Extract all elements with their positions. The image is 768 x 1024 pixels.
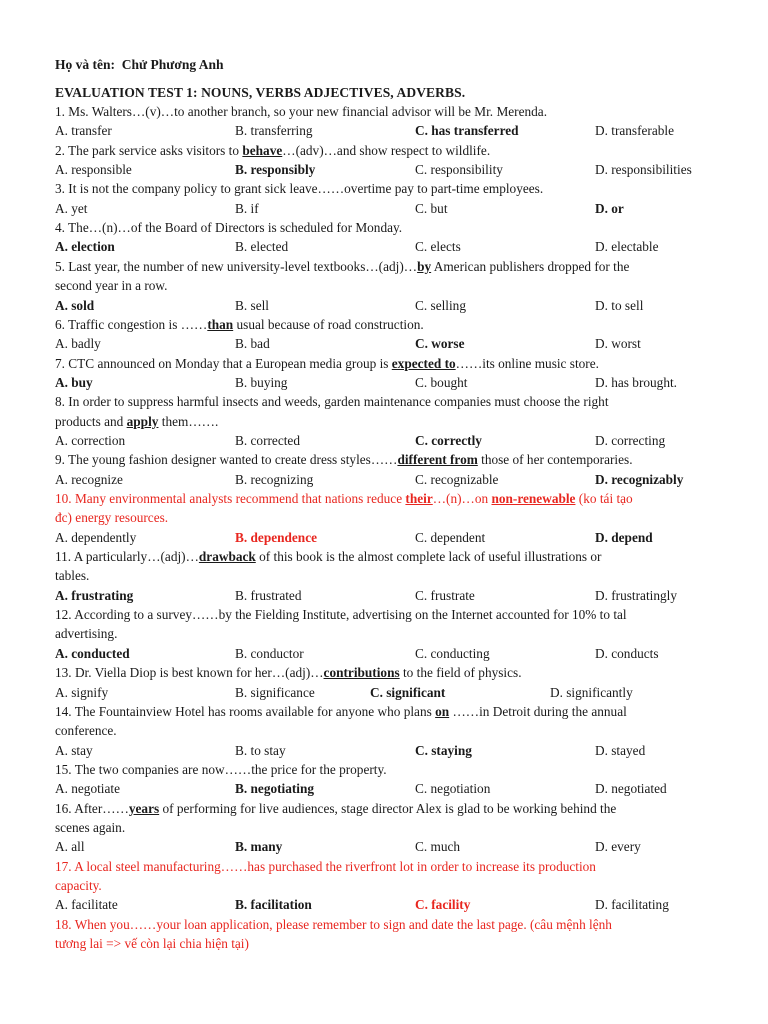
question-text-part: ……its online music store. bbox=[455, 355, 599, 371]
question-text-part: to the field of physics. bbox=[399, 665, 522, 681]
option-c: C. elects bbox=[415, 239, 461, 255]
option-d: D. depend bbox=[595, 529, 653, 545]
question-8-text bbox=[55, 392, 712, 411]
option-a: A. yet bbox=[55, 200, 88, 216]
question-14-text bbox=[55, 721, 712, 740]
question-6-text bbox=[55, 315, 712, 334]
keyword: different from bbox=[397, 452, 478, 468]
question-text-part: 13. Dr. Viella Diop is best known for her…(adj)… bbox=[55, 665, 324, 681]
question-13-text bbox=[55, 663, 712, 682]
question-text-part: 8. In order to suppress harmful insects and weeds, garden maintenance companies must choose the right bbox=[55, 394, 609, 410]
question-4-options bbox=[55, 237, 748, 256]
option-b: B. sell bbox=[235, 297, 269, 313]
question-text-part: advertising. bbox=[55, 626, 118, 642]
option-a: A. recognize bbox=[55, 471, 123, 487]
option-a: A. responsible bbox=[55, 162, 132, 178]
option-b: B. corrected bbox=[235, 432, 300, 448]
option-d: D. correcting bbox=[595, 432, 666, 448]
question-text-part: 12. According to a survey……by the Fielding Institute, advertising on the Internet accounted for 10% to tal bbox=[55, 607, 627, 623]
option-c: C. dependent bbox=[415, 529, 486, 545]
option-a: A. correction bbox=[55, 432, 126, 448]
option-b: B. to stay bbox=[235, 742, 286, 758]
option-b: B. elected bbox=[235, 239, 289, 255]
option-d: D. negotiated bbox=[595, 781, 667, 797]
question-2-text bbox=[55, 141, 712, 160]
question-text-part: of performing for live audiences, stage director Alex is glad to be working behind the bbox=[159, 800, 617, 816]
question-17-text bbox=[55, 876, 712, 895]
option-d: D. transferable bbox=[595, 123, 675, 139]
option-a: A. facilitate bbox=[55, 897, 118, 913]
question-14-options bbox=[55, 741, 748, 760]
option-b: B. bad bbox=[235, 336, 270, 352]
question-text-part: 2. The park service asks visitors to bbox=[55, 142, 243, 158]
question-text-part: 7. CTC announced on Monday that a European media group is bbox=[55, 355, 392, 371]
question-16-options bbox=[55, 837, 748, 856]
question-11-text bbox=[55, 547, 712, 566]
option-c: C. significant bbox=[370, 684, 446, 700]
keyword: expected to bbox=[391, 355, 456, 371]
option-b: B. facilitation bbox=[235, 897, 312, 913]
keyword: non-renewable bbox=[491, 491, 576, 506]
option-b: B. transferring bbox=[235, 123, 313, 139]
question-text-part: 15. The two companies are now……the price for the property. bbox=[55, 761, 387, 777]
question-text-part: 17. A local steel manufacturing……has purchased the riverfront lot in order to increase its production bbox=[55, 858, 596, 874]
option-c: C. selling bbox=[415, 297, 466, 313]
question-4-text bbox=[55, 218, 712, 237]
option-a: A. all bbox=[55, 839, 85, 855]
question-5-text bbox=[55, 257, 712, 276]
question-text-part: tables. bbox=[55, 568, 90, 584]
option-b: B. conductor bbox=[235, 645, 304, 661]
question-9-options bbox=[55, 470, 748, 489]
question-10-options bbox=[55, 528, 748, 547]
option-d: D. or bbox=[595, 200, 624, 216]
question-12-options bbox=[55, 644, 748, 663]
keyword: years bbox=[128, 800, 160, 816]
question-text-part: usual because of road construction. bbox=[233, 316, 424, 332]
option-c: C. conducting bbox=[415, 645, 490, 661]
question-8-options bbox=[55, 431, 748, 450]
question-text-part: …(n)…on bbox=[432, 491, 492, 506]
keyword: by bbox=[417, 258, 432, 274]
option-c: C. worse bbox=[415, 336, 465, 352]
question-text-part: 14. The Fountainview Hotel has rooms available for anyone who plans bbox=[55, 703, 436, 719]
option-d: D. facilitating bbox=[595, 897, 669, 913]
option-a: A. badly bbox=[55, 336, 101, 352]
keyword: contributions bbox=[323, 665, 400, 681]
question-text-part: ……in Detroit during the annual bbox=[449, 703, 627, 719]
option-c: C. negotiation bbox=[415, 781, 491, 797]
question-7-text bbox=[55, 354, 712, 373]
option-d: D. to sell bbox=[595, 297, 644, 313]
option-a: A. negotiate bbox=[55, 781, 120, 797]
question-7-options bbox=[55, 373, 748, 392]
question-11-options bbox=[55, 586, 748, 605]
question-17-options bbox=[55, 895, 748, 914]
question-16-text bbox=[55, 818, 712, 837]
question-3-text bbox=[55, 179, 712, 198]
question-17-text bbox=[55, 857, 712, 876]
option-a: A. stay bbox=[55, 742, 93, 758]
question-text-part: …(adv)…and show respect to wildlife. bbox=[282, 142, 491, 158]
option-b: B. if bbox=[235, 200, 259, 216]
question-12-text bbox=[55, 605, 712, 624]
option-c: C. bought bbox=[415, 374, 468, 390]
option-d: D. responsibilities bbox=[595, 162, 692, 178]
keyword: apply bbox=[126, 413, 159, 429]
option-a: A. transfer bbox=[55, 123, 112, 139]
option-c: C. has transferred bbox=[415, 123, 519, 139]
option-d: D. stayed bbox=[595, 742, 646, 758]
question-text-part: products and bbox=[55, 413, 127, 429]
option-c: C. facility bbox=[415, 897, 471, 913]
keyword: on bbox=[435, 703, 450, 719]
question-text-part: tương lai => vế còn lại chia hiện tại) bbox=[55, 936, 249, 952]
question-5-text bbox=[55, 276, 712, 295]
option-a: A. dependently bbox=[55, 529, 137, 545]
keyword: than bbox=[207, 316, 234, 332]
question-text-part: American publishers dropped for the bbox=[431, 258, 630, 274]
option-b: B. buying bbox=[235, 374, 288, 390]
question-8-text bbox=[55, 412, 712, 431]
option-c: C. correctly bbox=[415, 432, 482, 448]
option-c: C. much bbox=[415, 839, 461, 855]
question-text-part: 1. Ms. Walters…(v)…to another branch, so your new financial advisor will be Mr. Merenda. bbox=[55, 104, 548, 119]
question-18-text bbox=[55, 934, 712, 953]
question-text-part: second year in a row. bbox=[55, 278, 168, 294]
question-text-part: capacity. bbox=[55, 878, 102, 893]
question-1-options bbox=[55, 121, 748, 140]
question-9-text bbox=[55, 450, 712, 469]
option-d: D. has brought. bbox=[595, 374, 677, 390]
option-b: B. responsibly bbox=[235, 162, 316, 178]
keyword: their bbox=[405, 491, 433, 506]
option-c: C. but bbox=[415, 200, 448, 216]
option-d: D. worst bbox=[595, 336, 641, 352]
option-a: A. signify bbox=[55, 684, 109, 700]
question-18-text bbox=[55, 915, 712, 934]
question-5-options bbox=[55, 296, 748, 315]
option-b: B. recognizing bbox=[235, 471, 314, 487]
name-value: Chử Phương Anh bbox=[121, 57, 224, 72]
question-text-part: scenes again. bbox=[55, 819, 126, 835]
question-text-part: 11. A particularly…(adj)… bbox=[55, 549, 199, 565]
option-a: A. frustrating bbox=[55, 587, 134, 603]
question-10-text bbox=[55, 489, 712, 508]
question-6-options bbox=[55, 334, 748, 353]
option-c: C. recognizable bbox=[415, 471, 499, 487]
question-text-part: 5. Last year, the number of new university-level textbooks…(adj)… bbox=[55, 258, 418, 274]
question-text-part: them……. bbox=[158, 413, 219, 429]
option-a: A. sold bbox=[55, 297, 95, 313]
student-name-line bbox=[55, 55, 712, 74]
name-label: Họ và tên: bbox=[55, 57, 115, 72]
question-13-options bbox=[55, 683, 748, 702]
question-text-part: (ko tái tạo bbox=[575, 491, 633, 506]
option-a: A. election bbox=[55, 239, 115, 255]
option-c: C. frustrate bbox=[415, 587, 475, 603]
question-text-part: 18. When you……your loan application, please remember to sign and date the last page. (câu mệnh lệnh bbox=[55, 916, 612, 932]
option-c: C. responsibility bbox=[415, 162, 503, 178]
question-15-text bbox=[55, 760, 712, 779]
question-10-text bbox=[55, 508, 712, 527]
option-a: A. buy bbox=[55, 374, 93, 390]
option-c: C. staying bbox=[415, 742, 472, 758]
question-text-part: 3. It is not the company policy to grant sick leave……overtime pay to part-time employees. bbox=[55, 181, 544, 197]
question-text-part: conference. bbox=[55, 723, 117, 739]
question-14-text bbox=[55, 702, 712, 721]
question-text-part: of this book is the almost complete lack of useful illustrations or bbox=[255, 549, 602, 565]
option-d: D. conducts bbox=[595, 645, 659, 661]
question-text-part: 10. Many environmental analysts recommend that nations reduce bbox=[55, 491, 406, 506]
option-a: A. conducted bbox=[55, 645, 130, 661]
question-text-part: 6. Traffic congestion is …… bbox=[55, 316, 208, 332]
question-3-options bbox=[55, 199, 748, 218]
option-d: D. every bbox=[595, 839, 641, 855]
option-d: D. significantly bbox=[550, 684, 633, 700]
option-b: B. dependence bbox=[235, 529, 318, 545]
question-text-part: those of her contemporaries. bbox=[477, 452, 633, 468]
option-b: B. many bbox=[235, 839, 283, 855]
option-d: D. recognizably bbox=[595, 471, 684, 487]
question-16-text bbox=[55, 799, 712, 818]
question-11-text bbox=[55, 566, 712, 585]
option-d: D. electable bbox=[595, 239, 659, 255]
question-text-part: đc) energy resources. bbox=[55, 510, 169, 526]
keyword: drawback bbox=[198, 549, 256, 565]
test-title: EVALUATION TEST 1: NOUNS, VERBS ADJECTIVES, ADVERBS. bbox=[55, 85, 466, 100]
option-b: B. negotiating bbox=[235, 781, 315, 797]
question-text-part: 4. The…(n)…of the Board of Directors is scheduled for Monday. bbox=[55, 220, 403, 236]
question-text-part: 9. The young fashion designer wanted to create dress styles…… bbox=[55, 452, 398, 468]
question-2-options bbox=[55, 160, 748, 179]
question-text-part: 16. After…… bbox=[55, 800, 129, 816]
question-1-text bbox=[55, 102, 712, 121]
option-b: B. significance bbox=[235, 684, 315, 700]
question-12-text bbox=[55, 624, 712, 643]
option-b: B. frustrated bbox=[235, 587, 302, 603]
option-d: D. frustratingly bbox=[595, 587, 677, 603]
keyword: behave bbox=[242, 142, 283, 158]
question-15-options bbox=[55, 779, 748, 798]
